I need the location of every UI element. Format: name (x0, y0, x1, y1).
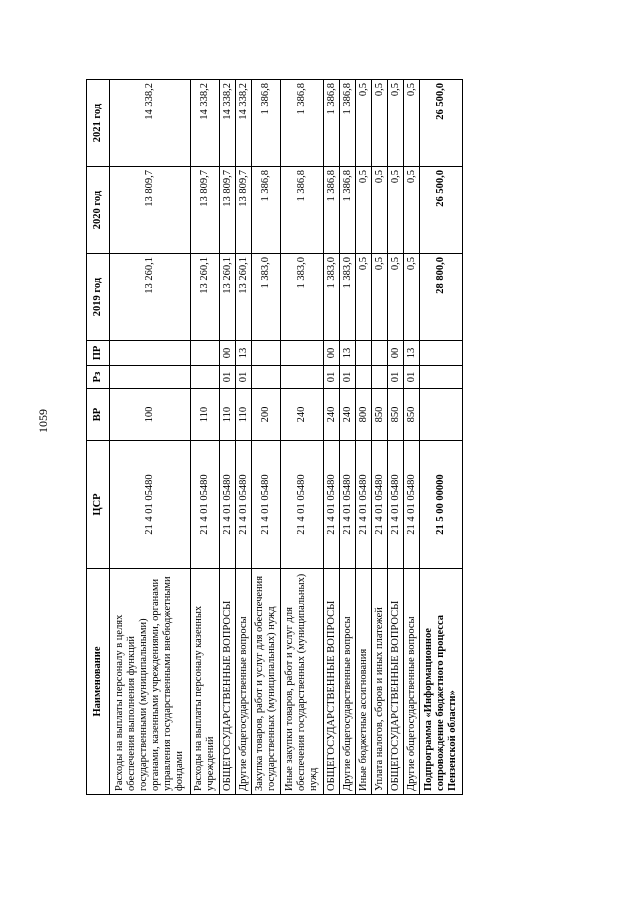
cell-csr: 21 4 01 05480 (191, 441, 220, 569)
cell-rz (252, 366, 281, 389)
cell-csr: 21 4 01 05480 (220, 441, 236, 569)
table-body (110, 80, 463, 795)
cell-pr (252, 341, 281, 366)
cell-2019: 28 800,0 (420, 254, 463, 341)
cell-csr: 21 4 01 05480 (281, 441, 324, 569)
cell-vr: 850 (404, 389, 420, 441)
header-2019: 2019 год (87, 254, 110, 341)
table-row (324, 80, 340, 795)
header-rz: Рз (87, 366, 110, 389)
cell-2019: 13 260,1 (236, 254, 252, 341)
cell-csr: 21 4 01 05480 (388, 441, 404, 569)
cell-2021: 14 338,2 (191, 80, 220, 167)
cell-name: Иные закупки товаров, работ и услуг для обеспечения государственных (муниципальных) нужд (281, 569, 324, 795)
cell-rz: 01 (220, 366, 236, 389)
cell-vr: 110 (191, 389, 220, 441)
cell-pr (356, 341, 372, 366)
cell-vr: 110 (236, 389, 252, 441)
cell-csr: 21 4 01 05480 (110, 441, 191, 569)
cell-2019: 0,5 (404, 254, 420, 341)
cell-2021: 0,5 (372, 80, 388, 167)
cell-2021: 14 338,2 (236, 80, 252, 167)
cell-csr: 21 4 01 05480 (340, 441, 356, 569)
cell-name: Другие общегосударственные вопросы (340, 569, 356, 795)
cell-2021: 0,5 (356, 80, 372, 167)
cell-vr: 850 (372, 389, 388, 441)
cell-csr: 21 4 01 05480 (324, 441, 340, 569)
cell-pr: 00 (388, 341, 404, 366)
header-name: Наименование (87, 569, 110, 795)
table-row (281, 80, 324, 795)
cell-rz (281, 366, 324, 389)
cell-2020: 13 809,7 (236, 167, 252, 254)
table-row (191, 80, 220, 795)
cell-csr: 21 5 00 00000 (420, 441, 463, 569)
cell-name: ОБЩЕГОСУДАРСТВЕННЫЕ ВОПРОСЫ (388, 569, 404, 795)
cell-csr: 21 4 01 05480 (372, 441, 388, 569)
cell-pr (281, 341, 324, 366)
cell-2021: 14 338,2 (110, 80, 191, 167)
cell-rz: 01 (404, 366, 420, 389)
budget-table (86, 79, 463, 795)
cell-2020: 13 809,7 (191, 167, 220, 254)
header-vr: ВР (87, 389, 110, 441)
cell-vr: 240 (324, 389, 340, 441)
table-row (252, 80, 281, 795)
cell-2021: 26 500,0 (420, 80, 463, 167)
table-row (356, 80, 372, 795)
cell-vr: 240 (281, 389, 324, 441)
cell-2020: 26 500,0 (420, 167, 463, 254)
cell-name: Подпрограмма «Информационное сопровождение бюджетного процесса Пензенской области» (420, 569, 463, 795)
cell-name: ОБЩЕГОСУДАРСТВЕННЫЕ ВОПРОСЫ (220, 569, 236, 795)
cell-2019: 0,5 (388, 254, 404, 341)
cell-name: Расходы на выплаты персоналу в целях обеспечения выполнения функций государственными (муниципальными) органами, казенными учреждениями, органами управления государственными внебюджетными фондами (110, 569, 191, 795)
cell-vr: 110 (220, 389, 236, 441)
cell-vr (420, 389, 463, 441)
cell-pr (372, 341, 388, 366)
cell-rz: 01 (340, 366, 356, 389)
cell-2020: 0,5 (356, 167, 372, 254)
cell-rz (420, 366, 463, 389)
cell-2019: 1 383,0 (340, 254, 356, 341)
cell-2019: 13 260,1 (110, 254, 191, 341)
cell-name: ОБЩЕГОСУДАРСТВЕННЫЕ ВОПРОСЫ (324, 569, 340, 795)
cell-2021: 0,5 (404, 80, 420, 167)
cell-vr: 240 (340, 389, 356, 441)
cell-name: Уплата налогов, сборов и иных платежей (372, 569, 388, 795)
cell-pr: 00 (220, 341, 236, 366)
table-row (236, 80, 252, 795)
table-header-row (87, 80, 110, 795)
cell-csr: 21 4 01 05480 (236, 441, 252, 569)
cell-2019: 1 383,0 (281, 254, 324, 341)
cell-rz (372, 366, 388, 389)
table-row (420, 80, 463, 795)
cell-rz: 01 (388, 366, 404, 389)
cell-name: Иные бюджетные ассигнования (356, 569, 372, 795)
cell-rz (356, 366, 372, 389)
cell-2021: 1 386,8 (324, 80, 340, 167)
cell-vr: 200 (252, 389, 281, 441)
cell-2019: 0,5 (372, 254, 388, 341)
cell-2019: 1 383,0 (324, 254, 340, 341)
cell-pr: 13 (340, 341, 356, 366)
cell-2020: 13 809,7 (220, 167, 236, 254)
cell-csr: 21 4 01 05480 (404, 441, 420, 569)
rotated-table-container (86, 80, 458, 795)
cell-2021: 0,5 (388, 80, 404, 167)
cell-name: Другие общегосударственные вопросы (236, 569, 252, 795)
table-row (388, 80, 404, 795)
cell-pr (110, 341, 191, 366)
cell-2021: 1 386,8 (281, 80, 324, 167)
cell-2021: 1 386,8 (252, 80, 281, 167)
cell-2020: 1 386,8 (324, 167, 340, 254)
cell-vr: 100 (110, 389, 191, 441)
table-row (340, 80, 356, 795)
cell-2020: 13 809,7 (110, 167, 191, 254)
cell-2020: 0,5 (372, 167, 388, 254)
cell-pr: 13 (236, 341, 252, 366)
cell-rz: 01 (324, 366, 340, 389)
cell-2021: 14 338,2 (220, 80, 236, 167)
header-csr: ЦСР (87, 441, 110, 569)
cell-rz (110, 366, 191, 389)
table-row (110, 80, 191, 795)
cell-csr: 21 4 01 05480 (356, 441, 372, 569)
cell-name: Закупка товаров, работ и услуг для обеспечения государственных (муниципальных) нужд (252, 569, 281, 795)
table-row (404, 80, 420, 795)
cell-2020: 1 386,8 (252, 167, 281, 254)
cell-pr (420, 341, 463, 366)
cell-csr: 21 4 01 05480 (252, 441, 281, 569)
cell-name: Другие общегосударственные вопросы (404, 569, 420, 795)
cell-rz (191, 366, 220, 389)
cell-2021: 1 386,8 (340, 80, 356, 167)
cell-name: Расходы на выплаты персоналу казенных учреждений (191, 569, 220, 795)
cell-2019: 13 260,1 (220, 254, 236, 341)
page-number: 1059 (36, 409, 50, 433)
cell-rz: 01 (236, 366, 252, 389)
cell-2019: 0,5 (356, 254, 372, 341)
cell-2020: 1 386,8 (340, 167, 356, 254)
cell-2019: 13 260,1 (191, 254, 220, 341)
cell-pr: 13 (404, 341, 420, 366)
cell-vr: 850 (388, 389, 404, 441)
cell-2020: 1 386,8 (281, 167, 324, 254)
cell-2019: 1 383,0 (252, 254, 281, 341)
header-2020: 2020 год (87, 167, 110, 254)
header-pr: ПР (87, 341, 110, 366)
cell-pr: 00 (324, 341, 340, 366)
header-2021: 2021 год (87, 80, 110, 167)
table-row (372, 80, 388, 795)
cell-2020: 0,5 (404, 167, 420, 254)
cell-pr (191, 341, 220, 366)
cell-2020: 0,5 (388, 167, 404, 254)
table-row (220, 80, 236, 795)
cell-vr: 800 (356, 389, 372, 441)
